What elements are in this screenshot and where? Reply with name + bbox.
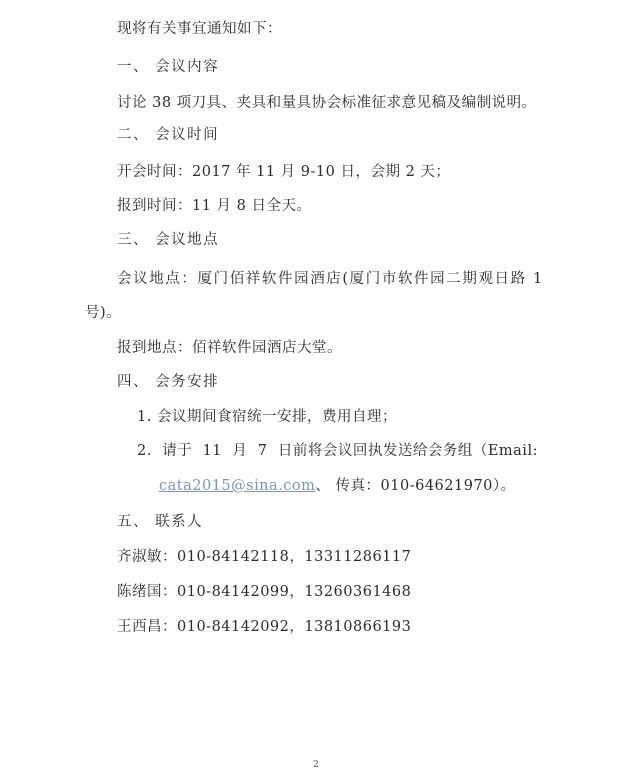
item-2-day-value: 7: [257, 443, 268, 459]
arrangement-item-1: 1. 会议期间食宿统一安排，费用自理；: [137, 409, 397, 425]
item-2-rest: 日前将会议回执发送给会务组（Email:: [277, 443, 538, 459]
fax-text: 、 传真：010-64621970）。: [315, 478, 516, 494]
venue-line-1: 会议地点：厦门佰祥软件园酒店(厦门市软件园二期观日路 1: [117, 271, 544, 287]
item-2-word: 请于: [162, 443, 193, 459]
contact-line: 齐淑敏：010-84142118，13311286117: [117, 549, 412, 565]
section-heading-contacts: 五、 联系人: [117, 514, 204, 530]
email-link[interactable]: cata2015@sina.com: [159, 478, 316, 494]
page-number: 2: [313, 760, 319, 770]
section-heading-arrangements: 四、 会务安排: [117, 374, 220, 390]
arrangement-item-2-line-2: [159, 476, 516, 496]
checkin-location-line: 报到地点：佰祥软件园酒店大堂。: [117, 340, 342, 356]
section-heading-time: 二、 会议时间: [117, 127, 220, 143]
item-2-month-value: 11: [202, 443, 223, 459]
item-2-month-unit: 月: [232, 443, 248, 459]
section-heading-location: 三、 会议地点: [117, 232, 220, 248]
meeting-time-line: 开会时间：2017 年 11 月 9-10 日，会期 2 天；: [117, 164, 451, 180]
contact-line: 王西昌：010-84142092，13810866193: [117, 619, 412, 635]
item-2-number: 2.: [137, 443, 152, 459]
intro-text: 现将有关事宜通知如下：: [117, 21, 282, 37]
contact-line: 陈绪国：010-84142099，13260361468: [117, 584, 412, 600]
checkin-time-line: 报到时间：11 月 8 日全天。: [117, 198, 312, 214]
section-heading-content: 一、 会议内容: [117, 59, 220, 75]
arrangement-item-2-line-1: [137, 441, 538, 461]
venue-line-2: 号)。: [85, 305, 122, 321]
section-content-body: 讨论 38 项刀具、夹具和量具协会标准征求意见稿及编制说明。: [117, 95, 537, 111]
